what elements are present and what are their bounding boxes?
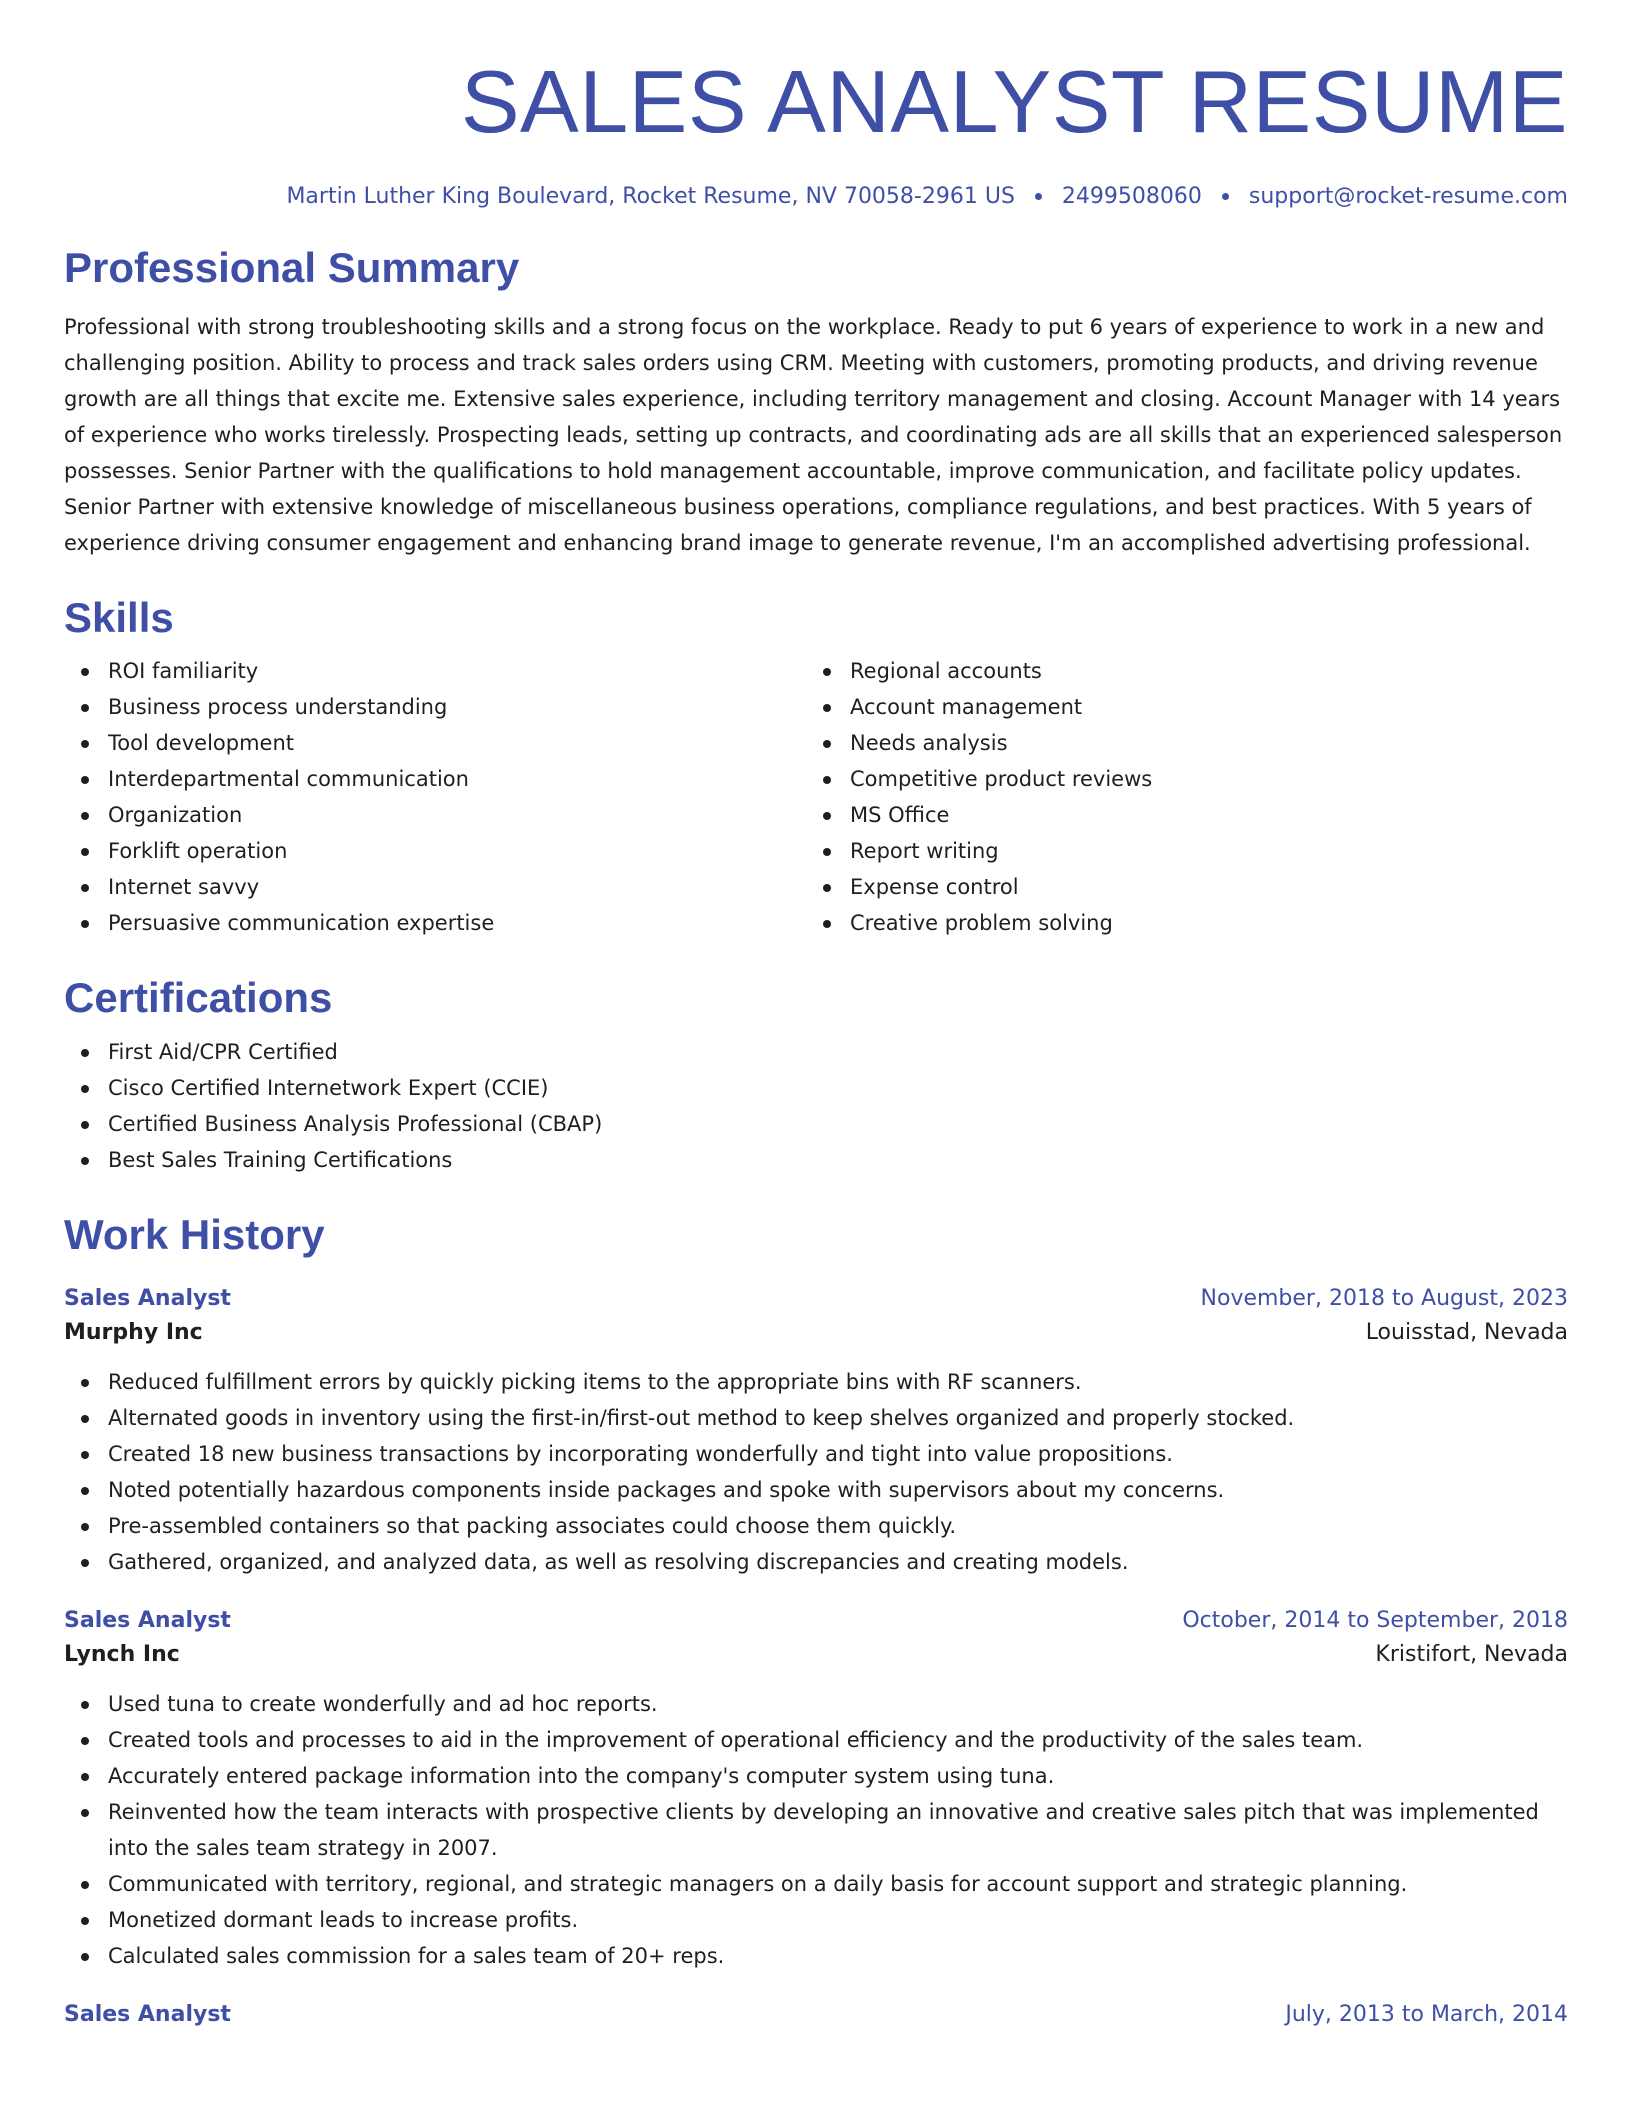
skill-item: Tool development (108, 725, 806, 761)
section-title-work-history: Work History (64, 1210, 325, 1258)
job-bullet: Accurately entered package information into the company's computer system using tuna. (108, 1758, 1568, 1794)
skills-left-list (64, 653, 806, 941)
job-entry (64, 1284, 1568, 1580)
job-bullet: Reinvented how the team interacts with prospective clients by developing an innovative and creative sales pitch that was implemented into the sales team strategy in 2007. (108, 1794, 1568, 1866)
job-dates: October, 2014 to September, 2018 (1182, 1607, 1568, 1633)
job-company: Murphy Inc (64, 1319, 203, 1345)
job-company-row (64, 1636, 1568, 1674)
certification-item: Best Sales Training Certifications (108, 1142, 1568, 1178)
job-header-row (64, 2000, 1568, 2030)
certification-item: Certified Business Analysis Professional (CBAP) (108, 1106, 1568, 1142)
professional-summary-text: Professional with strong troubleshooting skills and a strong focus on the workplace. Ready to put 6 years of experience to work in a new and challenging position. Ability to process and track sales orders using CRM. Meeting with customers, promoting products, and driving revenue growth are all things that excite me. Extensive sales experience, including territory management and closing. Account Manager with 14 years of experience who works tirelessly. Prospecting leads, setting up contracts, and coordinating ads are all skills that an experienced salesperson possesses. Senior Partner with the qualifications to hold management accountable, improve communication, and facilitate policy updates. Senior Partner with extensive knowledge of miscellaneous business operations, compliance regulations, and best practices. With 5 years of experience driving consumer engagement and enhancing brand image to generate revenue, I'm an accomplished advertising professional. (64, 315, 1563, 556)
job-bullet: Monetized dormant leads to increase profits. (108, 1902, 1568, 1938)
job-bullet: Calculated sales commission for a sales team of 20+ reps. (108, 1938, 1568, 1974)
skill-item: Organization (108, 797, 806, 833)
skill-item: Forklift operation (108, 833, 806, 869)
skill-item: MS Office (850, 797, 1568, 833)
job-company-row (64, 1314, 1568, 1352)
skill-item: Competitive product reviews (850, 761, 1568, 797)
job-company: Lynch Inc (64, 1641, 180, 1667)
skills-grid (64, 653, 1568, 941)
contact-bar (64, 184, 1568, 209)
separator-dot (1035, 193, 1042, 200)
job-bullet: Noted potentially hazardous components inside packages and spoke with supervisors about my concerns. (108, 1472, 1568, 1508)
job-dates: November, 2018 to August, 2023 (1200, 1285, 1568, 1311)
job-bullet: Communicated with territory, regional, and strategic managers on a daily basis for account support and strategic planning. (108, 1866, 1568, 1902)
job-bullet: Gathered, organized, and analyzed data, as well as resolving discrepancies and creating models. (108, 1544, 1568, 1580)
job-title: Sales Analyst (64, 1285, 231, 1311)
job-bullet: Pre-assembled containers so that packing associates could choose them quickly. (108, 1508, 1568, 1544)
section-title-certifications: Certifications (64, 974, 333, 1022)
job-bullet: Created tools and processes to aid in the improvement of operational efficiency and the productivity of the sales team. (108, 1722, 1568, 1758)
job-entry (64, 1606, 1568, 1974)
certification-item: Cisco Certified Internetwork Expert (CCIE) (108, 1070, 1568, 1106)
job-bullet: Created 18 new business transactions by incorporating wonderfully and tight into value propositions. (108, 1436, 1568, 1472)
job-location: Kristifort, Nevada (1375, 1641, 1568, 1667)
resume-title: SALES ANALYST RESUME (460, 52, 1568, 151)
job-header-row (64, 1606, 1568, 1636)
job-title: Sales Analyst (64, 1607, 231, 1633)
skill-item: Creative problem solving (850, 905, 1568, 941)
skill-item: Persuasive communication expertise (108, 905, 806, 941)
job-bullets (64, 1364, 1568, 1580)
contact-address: Martin Luther King Boulevard, Rocket Resume, NV 70058-2961 US (286, 184, 1015, 209)
job-title: Sales Analyst (64, 2001, 231, 2027)
skills-right-list (806, 653, 1568, 941)
skill-item: Account management (850, 689, 1568, 725)
job-location: Louisstad, Nevada (1365, 1319, 1568, 1345)
job-bullet: Used tuna to create wonderfully and ad hoc reports. (108, 1686, 1568, 1722)
job-entry (64, 2000, 1568, 2030)
skill-item: Internet savvy (108, 869, 806, 905)
skill-item: ROI familiarity (108, 653, 806, 689)
job-header-row (64, 1284, 1568, 1314)
job-bullets (64, 1686, 1568, 1974)
skill-item: Regional accounts (850, 653, 1568, 689)
skill-item: Interdepartmental communication (108, 761, 806, 797)
certifications-list (64, 1034, 1568, 1178)
section-title-skills: Skills (64, 594, 174, 642)
contact-phone: 2499508060 (1061, 184, 1202, 209)
certification-item: First Aid/CPR Certified (108, 1034, 1568, 1070)
skill-item: Report writing (850, 833, 1568, 869)
skill-item: Business process understanding (108, 689, 806, 725)
job-bullet: Alternated goods in inventory using the first-in/first-out method to keep shelves organized and properly stocked. (108, 1400, 1568, 1436)
skill-item: Expense control (850, 869, 1568, 905)
contact-email: support@rocket-resume.com (1248, 184, 1568, 209)
job-bullet: Reduced fulfillment errors by quickly picking items to the appropriate bins with RF scanners. (108, 1364, 1568, 1400)
job-dates: July, 2013 to March, 2014 (1285, 2001, 1568, 2027)
section-title-professional-summary: Professional Summary (64, 244, 520, 291)
skill-item: Needs analysis (850, 725, 1568, 761)
separator-dot (1222, 193, 1229, 200)
